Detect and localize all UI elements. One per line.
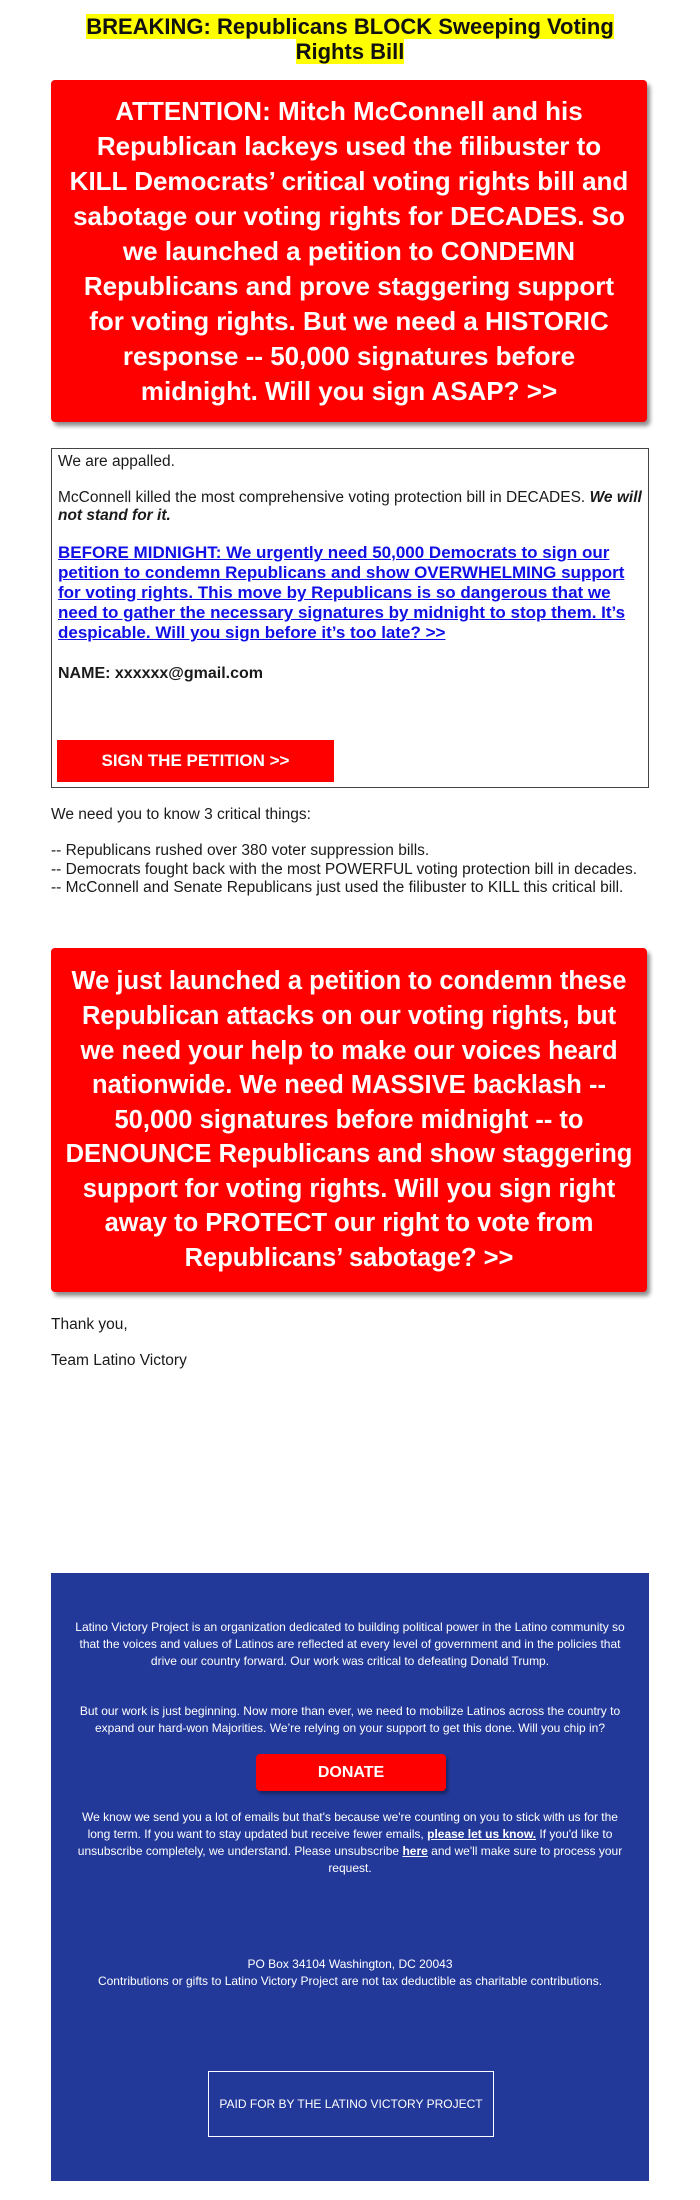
critical-item: -- McConnell and Senate Republicans just used the filibuster to KILL this critical bill. — [51, 879, 624, 897]
critical-things-section — [51, 806, 651, 898]
footer-email-note — [73, 1809, 627, 1877]
email-note-2: If you'd like to unsubscribe completely, we understand. Please unsubscribe — [77, 1827, 613, 1858]
headline-container — [70, 0, 630, 64]
signoff-team: Team Latino Victory — [51, 1352, 187, 1369]
petition-emphasis: We will not stand for it. — [58, 489, 642, 524]
attention-banner[interactable] — [51, 80, 647, 422]
signoff — [51, 1316, 187, 1388]
unsubscribe-here-link[interactable]: here — [402, 1844, 428, 1858]
critical-item: -- Republicans rushed over 380 voter suppression bills. — [51, 842, 430, 860]
petition-body-text: McConnell killed the most comprehensive voting protection bill in DECADES. — [58, 489, 586, 506]
paid-for-box — [208, 2071, 494, 2137]
name-label: NAME: — [58, 665, 111, 682]
email-note-3: and we'll make sure to process your request. — [328, 1844, 623, 1875]
footer-legal — [73, 1956, 627, 1990]
let-us-know-link[interactable]: please let us know. — [427, 1827, 537, 1841]
critical-item: -- Democrats fought back with the most POWERFUL voting protection bill in decades. — [51, 860, 638, 878]
petition-banner-text[interactable]: We just launched a petition to condemn these Republican attacks on our voting rights, but we need your help to make our voices heard nationwide. We need MASSIVE backlash -- 50,000 signatures before midnight -- to DENOUNCE Republicans and show staggering support for voting rights. Will you sign right away to PROTECT our right to vote from Republicans’ sabotage? >> — [65, 967, 633, 1273]
name-row — [58, 665, 642, 683]
petition-banner[interactable] — [51, 948, 647, 1292]
paid-for-text: PAID FOR BY THE LATINO VICTORY PROJECT — [219, 2096, 483, 2111]
footer-address: PO Box 34104 Washington, DC 20043 — [247, 1957, 453, 1971]
footer-ask: But our work is just beginning. Now more than ever, we need to mobilize Latinos across the country to expand our hard-won Majorities. We’re relying on your support to get this done. Will you chip in? — [79, 1704, 621, 1735]
footer-about: Latino Victory Project is an organization dedicated to building political power in the Latino community so that the voices and values of Latinos are reflected at every level of government and in the policies that drive our country forward. Our work was critical to defeating Donald Trump. — [75, 1620, 625, 1668]
footer-tax-note: Contributions or gifts to Latino Victory Project are not tax deductible as charitable contributions. — [97, 1974, 603, 1988]
name-value: xxxxxx@gmail.com — [114, 665, 264, 682]
petition-link[interactable]: BEFORE MIDNIGHT: We urgently need 50,000 Democrats to sign our petition to condemn Republicans and show OVERWHELMING support for voting rights. This move by Republicans is so dangerous that we need to gather the necessary signatures by midnight to stop them. It’s despicable. Will you sign before it’s too late? >> — [58, 543, 626, 642]
petition-intro: We are appalled. — [58, 453, 175, 470]
sign-petition-button[interactable]: SIGN THE PETITION >> — [57, 740, 334, 782]
critical-intro: We need you to know 3 critical things: — [51, 806, 311, 823]
attention-banner-text[interactable]: ATTENTION: Mitch McConnell and his Republican lackeys used the filibuster to KILL Democrats’ critical voting rights bill and sabotage our voting rights for DECADES. So we launched a petition to CONDEMN Republicans and prove staggering support for voting rights. But we need a HISTORIC response -- 50,000 signatures before midnight. Will you sign ASAP? >> — [69, 95, 629, 406]
footer — [51, 1573, 649, 2181]
page-title: BREAKING: Republicans BLOCK Sweeping Voting Rights Bill — [86, 14, 614, 64]
signoff-thanks: Thank you, — [51, 1316, 128, 1333]
petition-box — [51, 448, 649, 788]
petition-body — [58, 489, 642, 525]
email-note-1: We know we send you a lot of emails but that's because we're counting on you to stick with us for the long term. If you want to stay updated but receive fewer emails, — [82, 1810, 618, 1841]
donate-button[interactable]: DONATE — [256, 1754, 446, 1791]
